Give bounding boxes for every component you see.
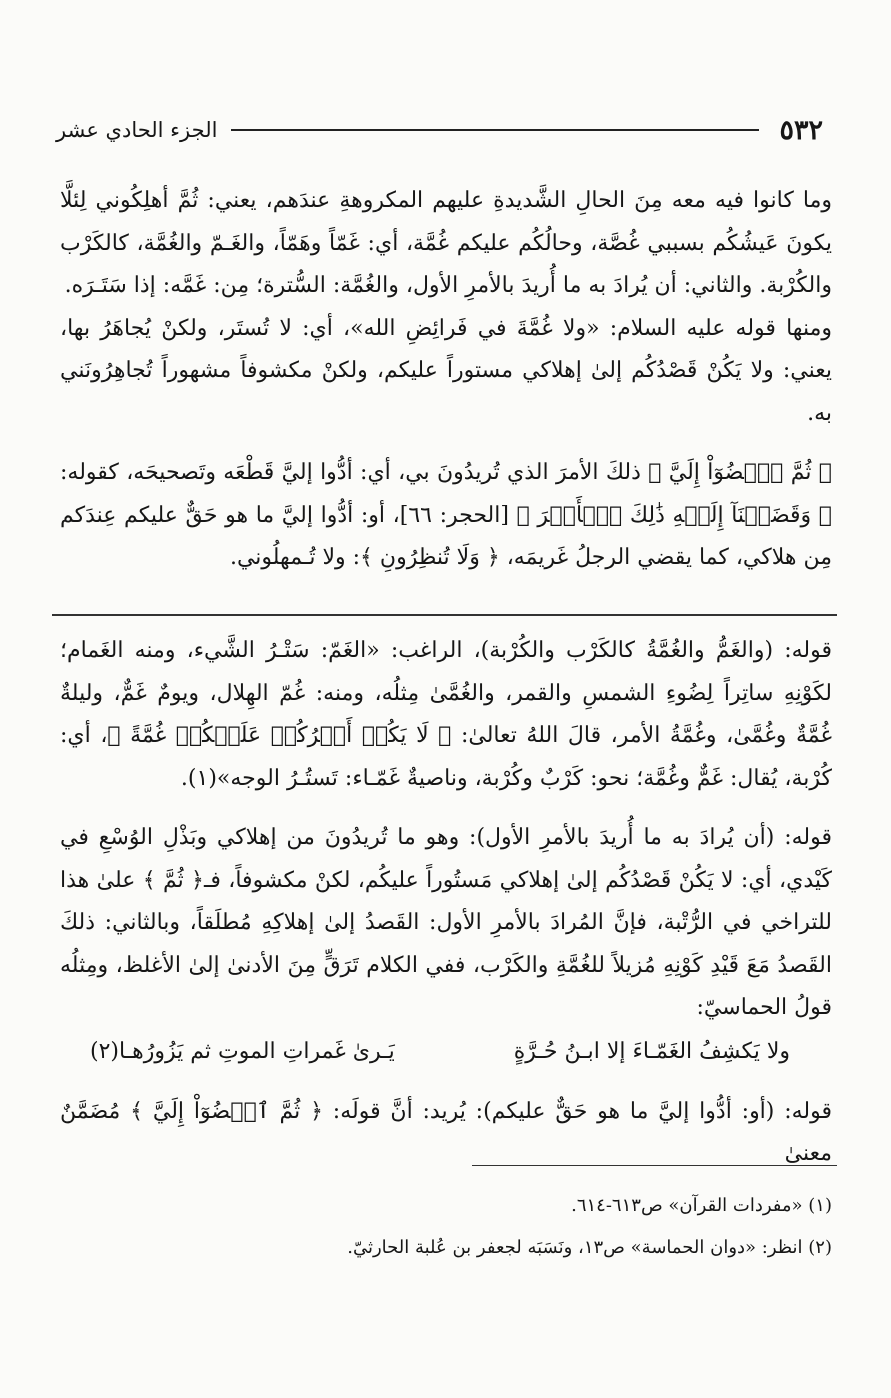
footnotes (60, 1185, 832, 1269)
commentary-paragraph: قوله: (والغَمُّ والغُمَّةُ كالكَرْب والكُرْبة)، الراغب: «الغَمّ: سَتْـرُ الشَّيء، ومنه الغَمام؛ لكَوْنِهِ ساتِراً لِضُوءِ الشمسِ والقمر، والغُمَّىٰ مِثلُه، ومنه: غُمّ الهِلال، ويومٌ غَمٌّ، وليلةٌ غُمَّةٌ وغُمَّىٰ، وغُمَّةُ الأمر، قالَ اللهُ تعالىٰ: ﴿ لَا يَكُنۡ أَمۡرُكُمۡ عَلَيۡكُمۡ غُمَّةً ﴾، أي: كُرْبة، يُقال: غَمٌّ وغُمَّة؛ نحو: كَرْبٌ وكُرْبة، وناصيةٌ غَمّـاء: تَستُـرُ الوجه»(١). (60, 638, 832, 791)
running-head: الجزء الحادي عشر (56, 118, 218, 142)
poetry-verse (60, 1030, 832, 1074)
commentary-separator (52, 614, 837, 616)
commentary-text (60, 630, 832, 1176)
footnote-separator (472, 1165, 837, 1166)
footnote: (١) «مفردات القرآن» ص٦١٣-٦١٤. (571, 1195, 832, 1216)
main-paragraph: ﴿ ثُمَّ ٱقۡضُوٓاْ إِلَيَّ ﴾ ذلكَ الأمرَ الذي تُريدُونَ بي، أي: أدُّوا إليَّ قَطْعَه وتَصحيحَه، كقوله: ﴿ وَقَضَيۡنَآ إِلَيۡهِ ذَٰلِكَ ٱلۡأَمۡرَ ﴾ [الحجر: ٦٦]، أو: أدُّوا إليَّ ما هو حَقٌّ عليكم عِندَكم مِن هلاكي، كما يقضي الرجلُ غَريمَه، ﴿ وَلَا تُنظِرُونِ ﴾: ولا تُـمهلُوني. (60, 460, 832, 570)
footnote: (٢) انظر: «دوان الحماسة» ص١٣، ونَسَبَه لجعفر بن عُلبة الحارثيّ. (347, 1237, 832, 1258)
main-text (60, 180, 832, 580)
main-paragraph: وما كانوا فيه معه مِنَ الحالِ الشَّديدةِ عليهم المكروهةِ عندَهم، يعني: ثُمَّ أهلِكُوني لِئلَّا يكونَ عَيشُكُم بسببي غُصَّة، وحالُكُم عليكم غُمَّة، أي: غَمّاً وهَمّاً، والغَـمّ والغُمَّة، كالكَرْب والكُرْبة. والثاني: أن يُرادَ به ما أُريدَ بالأمرِ الأول، والغُمَّة: السُّترة؛ مِن: غَمَّه: إذا سَتَـرَه. (60, 188, 832, 298)
verse-first-hemistich: ولا يَكشِفُ الغَمّـاءَ إلا ابـنُ حُـرَّةٍ (513, 1038, 790, 1064)
main-paragraph: ومنها قوله عليه السلام: «ولا غُمَّةَ في فَرائِضِ الله»، أي: لا تُستَر، ولكنْ يُجاهَرُ بها، يعني: ولا يَكُنْ قَصْدُكُم إلىٰ إهلاكي مستوراً عليكم، ولكنْ مكشوفاً مشهوراً تُجاهِرُونَني به. (60, 315, 832, 426)
commentary-paragraph: قوله: (أو: أدُّوا إليَّ ما هو حَقٌّ عليكم): يُريد: أنَّ قولَه: ﴿ ثُمَّ ٱقۡضُوٓاْ إِلَيَّ ﴾ مُضَمَّنٌ معنىٰ (60, 1098, 832, 1166)
page-number: ٥٣٢ (779, 114, 823, 146)
page-header (56, 110, 823, 150)
header-rule (231, 129, 759, 131)
verse-second-hemistich: يَـرىٰ غَمراتِ الموتِ ثم يَزُورُهـا(٢) (90, 1038, 395, 1064)
commentary-paragraph: قوله: (أن يُرادَ به ما أُريدَ بالأمرِ الأول): وهو ما تُريدُونَ من إهلاكي وبَذْلِ الوُسْعِ في كَيْدي، أي: لا يَكُنْ قَصْدُكُم إلىٰ إهلاكي مَستُوراً عليكُم، لكنْ مكشوفاً، فـ﴿ ثُمَّ ﴾ علىٰ هذا للتراخي في الرُّتْبة، فإنَّ المُرادَ بالأمرِ الأول: القَصدُ إلىٰ إهلاكِهِ مُطلَقاً، وبالثاني: ذلكَ القَصدُ مَعَ قَيْدِ كَوْنِهِ مُزيلاً للغُمَّةِ والكَرْب، ففي الكلام تَرَقٍّ مِنَ الأدنىٰ إلىٰ الأغلظ، ومِثلُه قولُ الحماسيّ: (60, 825, 832, 1020)
